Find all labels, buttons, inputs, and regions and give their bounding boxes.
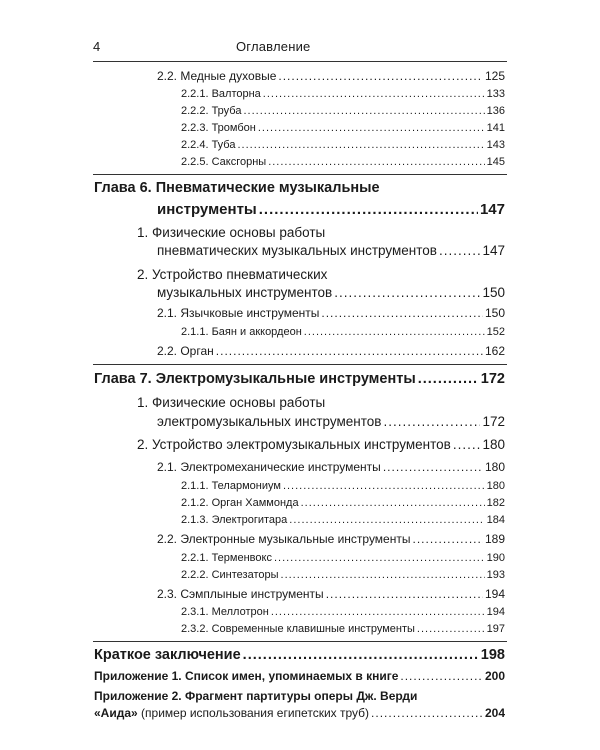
section-rule <box>93 174 507 175</box>
toc-entry-label: 2.1.3. Электрогитара <box>181 514 288 526</box>
toc-entry[interactable] <box>181 139 505 151</box>
toc-entry[interactable] <box>157 460 505 474</box>
toc-entry-page: 152 <box>486 326 505 338</box>
toc-entry-page: 180 <box>484 460 505 474</box>
toc-entry[interactable] <box>94 647 505 663</box>
toc-entry-label: 2.2. Электронные музыкальные инструменты <box>157 532 411 546</box>
toc-entry[interactable] <box>181 552 505 564</box>
toc-entry-page: 162 <box>484 344 505 358</box>
toc-entry[interactable] <box>181 606 505 618</box>
toc-entry-page: 197 <box>486 623 505 635</box>
toc-leader <box>274 552 485 564</box>
toc-entry-label[interactable]: 1. Физические основы работы <box>137 395 326 410</box>
toc-entry-label: 2.2.4. Туба <box>181 139 236 151</box>
toc-leader <box>216 344 483 358</box>
toc-leader <box>283 480 485 492</box>
toc-entry[interactable] <box>157 306 505 320</box>
toc-entry-label: Глава 7. Электромузыкальные инструменты <box>94 371 416 387</box>
opera-note: (пример использования египетских труб) <box>137 706 370 720</box>
section-rule <box>93 364 507 365</box>
toc-entry[interactable] <box>181 497 505 509</box>
toc-entry[interactable] <box>157 243 505 258</box>
toc-leader <box>400 669 483 683</box>
toc-leader <box>259 201 478 218</box>
toc-entry[interactable] <box>94 669 505 683</box>
opera-title: «Аида» <box>94 706 138 720</box>
toc-entry[interactable] <box>157 201 505 218</box>
toc-leader <box>237 139 484 151</box>
toc-leader <box>289 514 484 526</box>
toc-entry[interactable] <box>181 569 505 581</box>
toc-leader <box>453 437 481 452</box>
toc-entry-label: 2.3.1. Меллотрон <box>181 606 269 618</box>
toc-entry-label: 2.2.3. Тромбон <box>181 122 256 134</box>
toc-entry[interactable] <box>157 285 505 300</box>
toc-entry-label[interactable]: 1. Физические основы работы <box>137 225 326 240</box>
toc-entry[interactable] <box>157 414 505 429</box>
toc-leader <box>334 285 480 300</box>
toc-entry-page: 184 <box>486 514 505 526</box>
toc-entry-page: 172 <box>482 414 505 429</box>
toc-entry-label: 2.2.1. Терменвокс <box>181 552 272 564</box>
toc-entry-page: 193 <box>486 569 505 581</box>
toc-entry-page: 182 <box>486 497 505 509</box>
running-header-title: Оглавление <box>236 39 311 54</box>
toc-entry-page: 200 <box>484 669 505 683</box>
toc-entry-label: 2.2.1. Валторна <box>181 88 261 100</box>
toc-entry-label: 2.2. Медные духовые <box>157 69 277 83</box>
toc-entry[interactable] <box>181 88 505 100</box>
toc-entry-label: 2.3. Сэмплыные инструменты <box>157 587 324 601</box>
toc-entry[interactable] <box>181 326 505 338</box>
toc-leader <box>281 569 485 581</box>
toc-entry[interactable] <box>94 371 505 387</box>
toc-entry[interactable] <box>181 514 505 526</box>
toc-entry-page: 145 <box>486 156 505 168</box>
toc-entry-label[interactable]: 2. Устройство пневматических <box>137 267 328 282</box>
toc-entry-page: 147 <box>482 243 505 258</box>
toc-entry-page: 147 <box>479 201 505 218</box>
toc-entry[interactable] <box>157 587 505 601</box>
toc-entry-page: 136 <box>486 105 505 117</box>
toc-leader <box>383 460 483 474</box>
toc-entry-label: 2.1.1. Телармониум <box>181 480 281 492</box>
toc-entry-page: 198 <box>480 647 505 663</box>
toc-entry-label <box>94 706 369 720</box>
toc-entry-label: 2.2. Орган <box>157 344 214 358</box>
toc-entry[interactable] <box>181 122 505 134</box>
toc-entry-page: 180 <box>482 437 505 452</box>
toc-entry-label: 2. Устройство электромузыкальных инструментов <box>137 437 451 452</box>
toc-entry-page: 204 <box>484 706 505 720</box>
toc-leader <box>383 414 480 429</box>
toc-entry-label: 2.2.2. Синтезаторы <box>181 569 279 581</box>
toc-leader <box>417 623 485 635</box>
toc-entry-label: 2.3.2. Современные клавишные инструменты <box>181 623 415 635</box>
toc-entry-label: 2.1. Электромеханические инструменты <box>157 460 381 474</box>
toc-entry-page: 133 <box>486 88 505 100</box>
toc-entry-page: 180 <box>486 480 505 492</box>
toc-entry[interactable] <box>181 623 505 635</box>
toc-entry[interactable] <box>137 437 505 452</box>
toc-entry-page: 150 <box>482 285 505 300</box>
toc-leader <box>271 606 485 618</box>
toc-entry-label: 2.1.2. Орган Хаммонда <box>181 497 299 509</box>
toc-entry-page: 150 <box>484 306 505 320</box>
toc-leader <box>371 706 483 720</box>
toc-entry[interactable] <box>181 156 505 168</box>
toc-entry-page: 189 <box>484 532 505 546</box>
toc-entry-label[interactable]: Приложение 2. Фрагмент партитуры оперы Дж. Верди <box>94 689 418 703</box>
toc-leader <box>321 306 483 320</box>
toc-entry[interactable] <box>181 105 505 117</box>
toc-entry-page: 125 <box>484 69 505 83</box>
toc-entry-page: 143 <box>486 139 505 151</box>
toc-entry-page: 172 <box>480 371 505 387</box>
toc-leader <box>301 497 485 509</box>
page-number: 4 <box>93 39 101 54</box>
toc-leader <box>439 243 481 258</box>
section-rule <box>93 641 507 642</box>
toc-leader <box>258 122 485 134</box>
toc-entry[interactable] <box>157 69 505 83</box>
toc-entry-label: 2.1. Язычковые инструменты <box>157 306 320 320</box>
toc-leader <box>243 647 479 663</box>
toc-entry-label: инструменты <box>157 201 257 218</box>
toc-entry[interactable] <box>157 344 505 358</box>
toc-entry-page: 190 <box>486 552 505 564</box>
toc-entry-label: музыкальных инструментов <box>157 285 333 300</box>
toc-leader <box>326 587 483 601</box>
toc-entry-label: Приложение 1. Список имен, упоминаемых в книге <box>94 669 399 683</box>
toc-entry-label: Краткое заключение <box>94 647 241 663</box>
toc-leader <box>304 326 485 338</box>
toc-leader <box>243 105 484 117</box>
toc-leader <box>263 88 485 100</box>
toc-leader <box>418 371 479 387</box>
toc-entry[interactable] <box>157 532 505 546</box>
chapter-title[interactable]: Глава 6. Пневматические музыкальные <box>94 180 380 196</box>
toc-leader <box>278 69 483 83</box>
toc-entry-label: 2.2.5. Саксгорны <box>181 156 267 168</box>
toc-entry-page: 141 <box>486 122 505 134</box>
toc-entry-page: 194 <box>486 606 505 618</box>
toc-entry-label: 2.2.2. Труба <box>181 105 242 117</box>
toc-entry-label: электромузыкальных инструментов <box>157 414 382 429</box>
toc-entry-label: 2.1.1. Баян и аккордеон <box>181 326 302 338</box>
toc-entry-page: 194 <box>484 587 505 601</box>
toc-entry-label: пневматических музыкальных инструментов <box>157 243 437 258</box>
toc-leader <box>412 532 482 546</box>
toc-leader <box>268 156 484 168</box>
toc-entry[interactable] <box>94 706 505 720</box>
toc-entry[interactable] <box>181 480 505 492</box>
